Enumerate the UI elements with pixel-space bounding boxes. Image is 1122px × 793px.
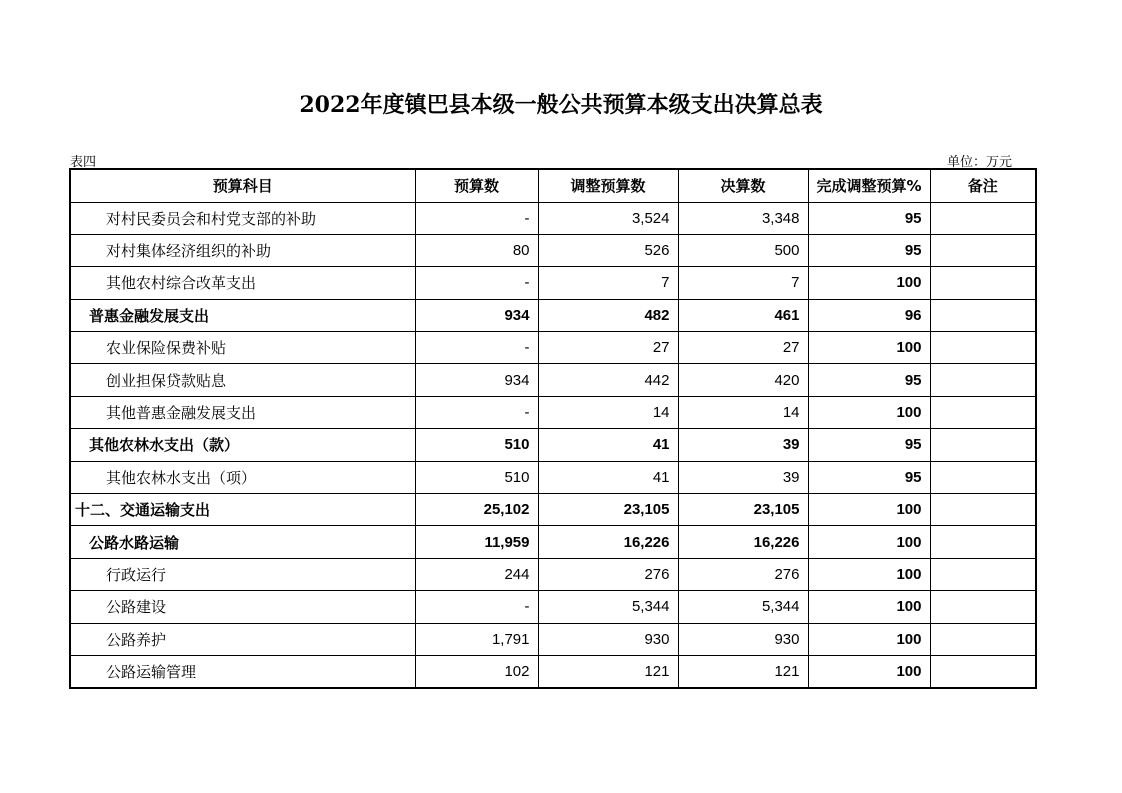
row-note-cell — [930, 655, 1036, 687]
table-row — [70, 461, 1036, 493]
table-number: 表四 — [70, 155, 97, 170]
row-note-cell — [930, 364, 1036, 396]
table-row — [70, 558, 1036, 590]
row-adjusted-cell: 41 — [538, 429, 678, 461]
row-subject-cell: 对村集体经济组织的补助 — [70, 234, 415, 266]
row-subject-cell: 创业担保贷款贴息 — [70, 364, 415, 396]
row-note-cell — [930, 234, 1036, 266]
row-rate-cell: 100 — [808, 655, 930, 687]
table-row — [70, 526, 1036, 558]
row-final-cell: 39 — [678, 429, 808, 461]
row-budget-cell: 934 — [415, 299, 538, 331]
table-row — [70, 494, 1036, 526]
row-final-cell: 420 — [678, 364, 808, 396]
row-note-cell — [930, 267, 1036, 299]
row-adjusted-cell: 23,105 — [538, 494, 678, 526]
row-note-cell — [930, 558, 1036, 590]
row-adjusted-cell: 5,344 — [538, 591, 678, 623]
row-budget-cell: 1,791 — [415, 623, 538, 655]
row-budget-cell: 102 — [415, 655, 538, 687]
header-remarks: 备注 — [930, 169, 1036, 202]
table-row — [70, 234, 1036, 266]
header-subject: 预算科目 — [70, 169, 415, 202]
row-note-cell — [930, 623, 1036, 655]
row-budget-cell: 244 — [415, 558, 538, 590]
table-row — [70, 267, 1036, 299]
row-rate-cell: 100 — [808, 558, 930, 590]
row-final-cell: 23,105 — [678, 494, 808, 526]
row-final-cell: 276 — [678, 558, 808, 590]
row-final-cell: 3,348 — [678, 202, 808, 234]
row-adjusted-cell: 930 — [538, 623, 678, 655]
header-adjusted-budget: 调整预算数 — [538, 169, 678, 202]
row-final-cell: 121 — [678, 655, 808, 687]
row-budget-cell: 510 — [415, 461, 538, 493]
row-note-cell — [930, 202, 1036, 234]
row-rate-cell: 100 — [808, 494, 930, 526]
row-final-cell: 930 — [678, 623, 808, 655]
header-completion-rate: 完成调整预算% — [808, 169, 930, 202]
row-subject-cell: 其他普惠金融发展支出 — [70, 396, 415, 428]
row-rate-cell: 100 — [808, 591, 930, 623]
row-subject-cell: 公路养护 — [70, 623, 415, 655]
row-subject-cell: 其他农村综合改革支出 — [70, 267, 415, 299]
row-budget-cell: 510 — [415, 429, 538, 461]
row-subject-cell: 普惠金融发展支出 — [70, 299, 415, 331]
row-rate-cell: 100 — [808, 526, 930, 558]
row-adjusted-cell: 3,524 — [538, 202, 678, 234]
row-budget-cell: - — [415, 591, 538, 623]
row-adjusted-cell: 7 — [538, 267, 678, 299]
row-rate-cell: 95 — [808, 429, 930, 461]
row-budget-cell: - — [415, 332, 538, 364]
row-adjusted-cell: 14 — [538, 396, 678, 428]
row-subject-cell: 行政运行 — [70, 558, 415, 590]
row-adjusted-cell: 526 — [538, 234, 678, 266]
row-subject-cell: 其他农林水支出（项） — [70, 461, 415, 493]
row-rate-cell: 100 — [808, 623, 930, 655]
row-budget-cell: 80 — [415, 234, 538, 266]
table-row — [70, 429, 1036, 461]
row-subject-cell: 农业保险保费补贴 — [70, 332, 415, 364]
row-final-cell: 14 — [678, 396, 808, 428]
row-adjusted-cell: 41 — [538, 461, 678, 493]
row-adjusted-cell: 276 — [538, 558, 678, 590]
row-note-cell — [930, 494, 1036, 526]
row-subject-cell: 对村民委员会和村党支部的补助 — [70, 202, 415, 234]
table-body — [70, 202, 1036, 688]
row-adjusted-cell: 27 — [538, 332, 678, 364]
row-subject-cell: 十二、交通运输支出 — [70, 494, 415, 526]
row-budget-cell: 25,102 — [415, 494, 538, 526]
row-subject-cell: 其他农林水支出（款） — [70, 429, 415, 461]
row-rate-cell: 95 — [808, 234, 930, 266]
row-subject-cell: 公路水路运输 — [70, 526, 415, 558]
row-final-cell: 461 — [678, 299, 808, 331]
row-note-cell — [930, 332, 1036, 364]
table-row — [70, 623, 1036, 655]
row-budget-cell: - — [415, 267, 538, 299]
row-final-cell: 27 — [678, 332, 808, 364]
table-row — [70, 655, 1036, 687]
table-row — [70, 202, 1036, 234]
row-rate-cell: 100 — [808, 267, 930, 299]
document-title: 2022年度镇巴县本级一般公共预算本级支出决算总表 — [299, 92, 823, 118]
row-adjusted-cell: 121 — [538, 655, 678, 687]
table-row — [70, 299, 1036, 331]
row-final-cell: 7 — [678, 267, 808, 299]
header-budget: 预算数 — [415, 169, 538, 202]
row-note-cell — [930, 461, 1036, 493]
table-row — [70, 396, 1036, 428]
table-row — [70, 591, 1036, 623]
budget-table — [69, 168, 1037, 689]
row-rate-cell: 96 — [808, 299, 930, 331]
row-note-cell — [930, 299, 1036, 331]
unit-label: 单位：万元 — [946, 155, 1012, 170]
row-final-cell: 500 — [678, 234, 808, 266]
row-note-cell — [930, 591, 1036, 623]
row-final-cell: 5,344 — [678, 591, 808, 623]
row-budget-cell: - — [415, 202, 538, 234]
row-note-cell — [930, 526, 1036, 558]
row-budget-cell: - — [415, 396, 538, 428]
table-header-row — [70, 169, 1036, 202]
row-note-cell — [930, 429, 1036, 461]
row-adjusted-cell: 16,226 — [538, 526, 678, 558]
row-adjusted-cell: 482 — [538, 299, 678, 331]
row-adjusted-cell: 442 — [538, 364, 678, 396]
table-row — [70, 332, 1036, 364]
row-budget-cell: 11,959 — [415, 526, 538, 558]
row-final-cell: 16,226 — [678, 526, 808, 558]
row-budget-cell: 934 — [415, 364, 538, 396]
row-rate-cell: 95 — [808, 202, 930, 234]
row-subject-cell: 公路运输管理 — [70, 655, 415, 687]
row-subject-cell: 公路建设 — [70, 591, 415, 623]
table-row — [70, 364, 1036, 396]
header-final-accounts: 决算数 — [678, 169, 808, 202]
row-rate-cell: 95 — [808, 461, 930, 493]
row-rate-cell: 100 — [808, 396, 930, 428]
row-rate-cell: 100 — [808, 332, 930, 364]
row-rate-cell: 95 — [808, 364, 930, 396]
row-final-cell: 39 — [678, 461, 808, 493]
row-note-cell — [930, 396, 1036, 428]
